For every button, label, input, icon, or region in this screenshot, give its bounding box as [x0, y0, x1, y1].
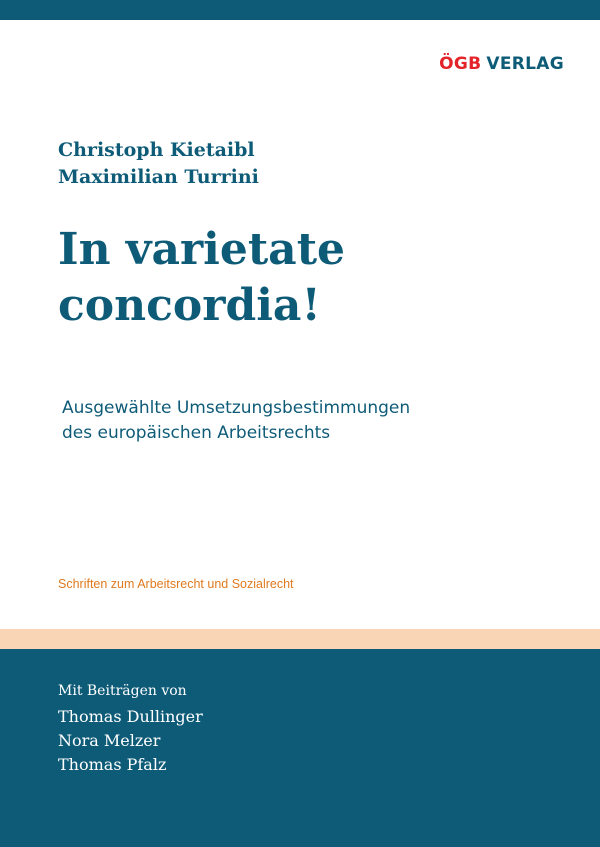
- author-name: Christoph Kietaibl: [58, 139, 255, 161]
- title-line: In varietate: [58, 224, 346, 275]
- authors: [58, 137, 259, 191]
- series-name: Schriften zum Arbeitsrecht und Sozialrecht: [58, 577, 294, 591]
- contributor-list: [58, 705, 203, 777]
- contributor-name: Thomas Pfalz: [58, 755, 167, 774]
- subtitle-line: des europäischen Arbeitsrechts: [62, 423, 331, 443]
- publisher-label: VERLAG: [486, 54, 564, 74]
- contributions-intro: Mit Beiträgen von: [58, 683, 187, 699]
- publisher-brand: ÖGB: [439, 54, 482, 74]
- book-subtitle: [62, 396, 410, 446]
- contributors-panel: [0, 649, 600, 847]
- accent-color-band: [0, 629, 600, 649]
- title-line: concordia!: [58, 280, 321, 331]
- author-name: Maximilian Turrini: [58, 166, 259, 188]
- contributor-name: Thomas Dullinger: [58, 707, 203, 726]
- subtitle-line: Ausgewählte Umsetzungsbestimmungen: [62, 398, 411, 418]
- contributor-name: Nora Melzer: [58, 731, 161, 750]
- top-color-band: [0, 0, 600, 20]
- book-title: [58, 222, 345, 334]
- publisher-logo: [439, 54, 564, 74]
